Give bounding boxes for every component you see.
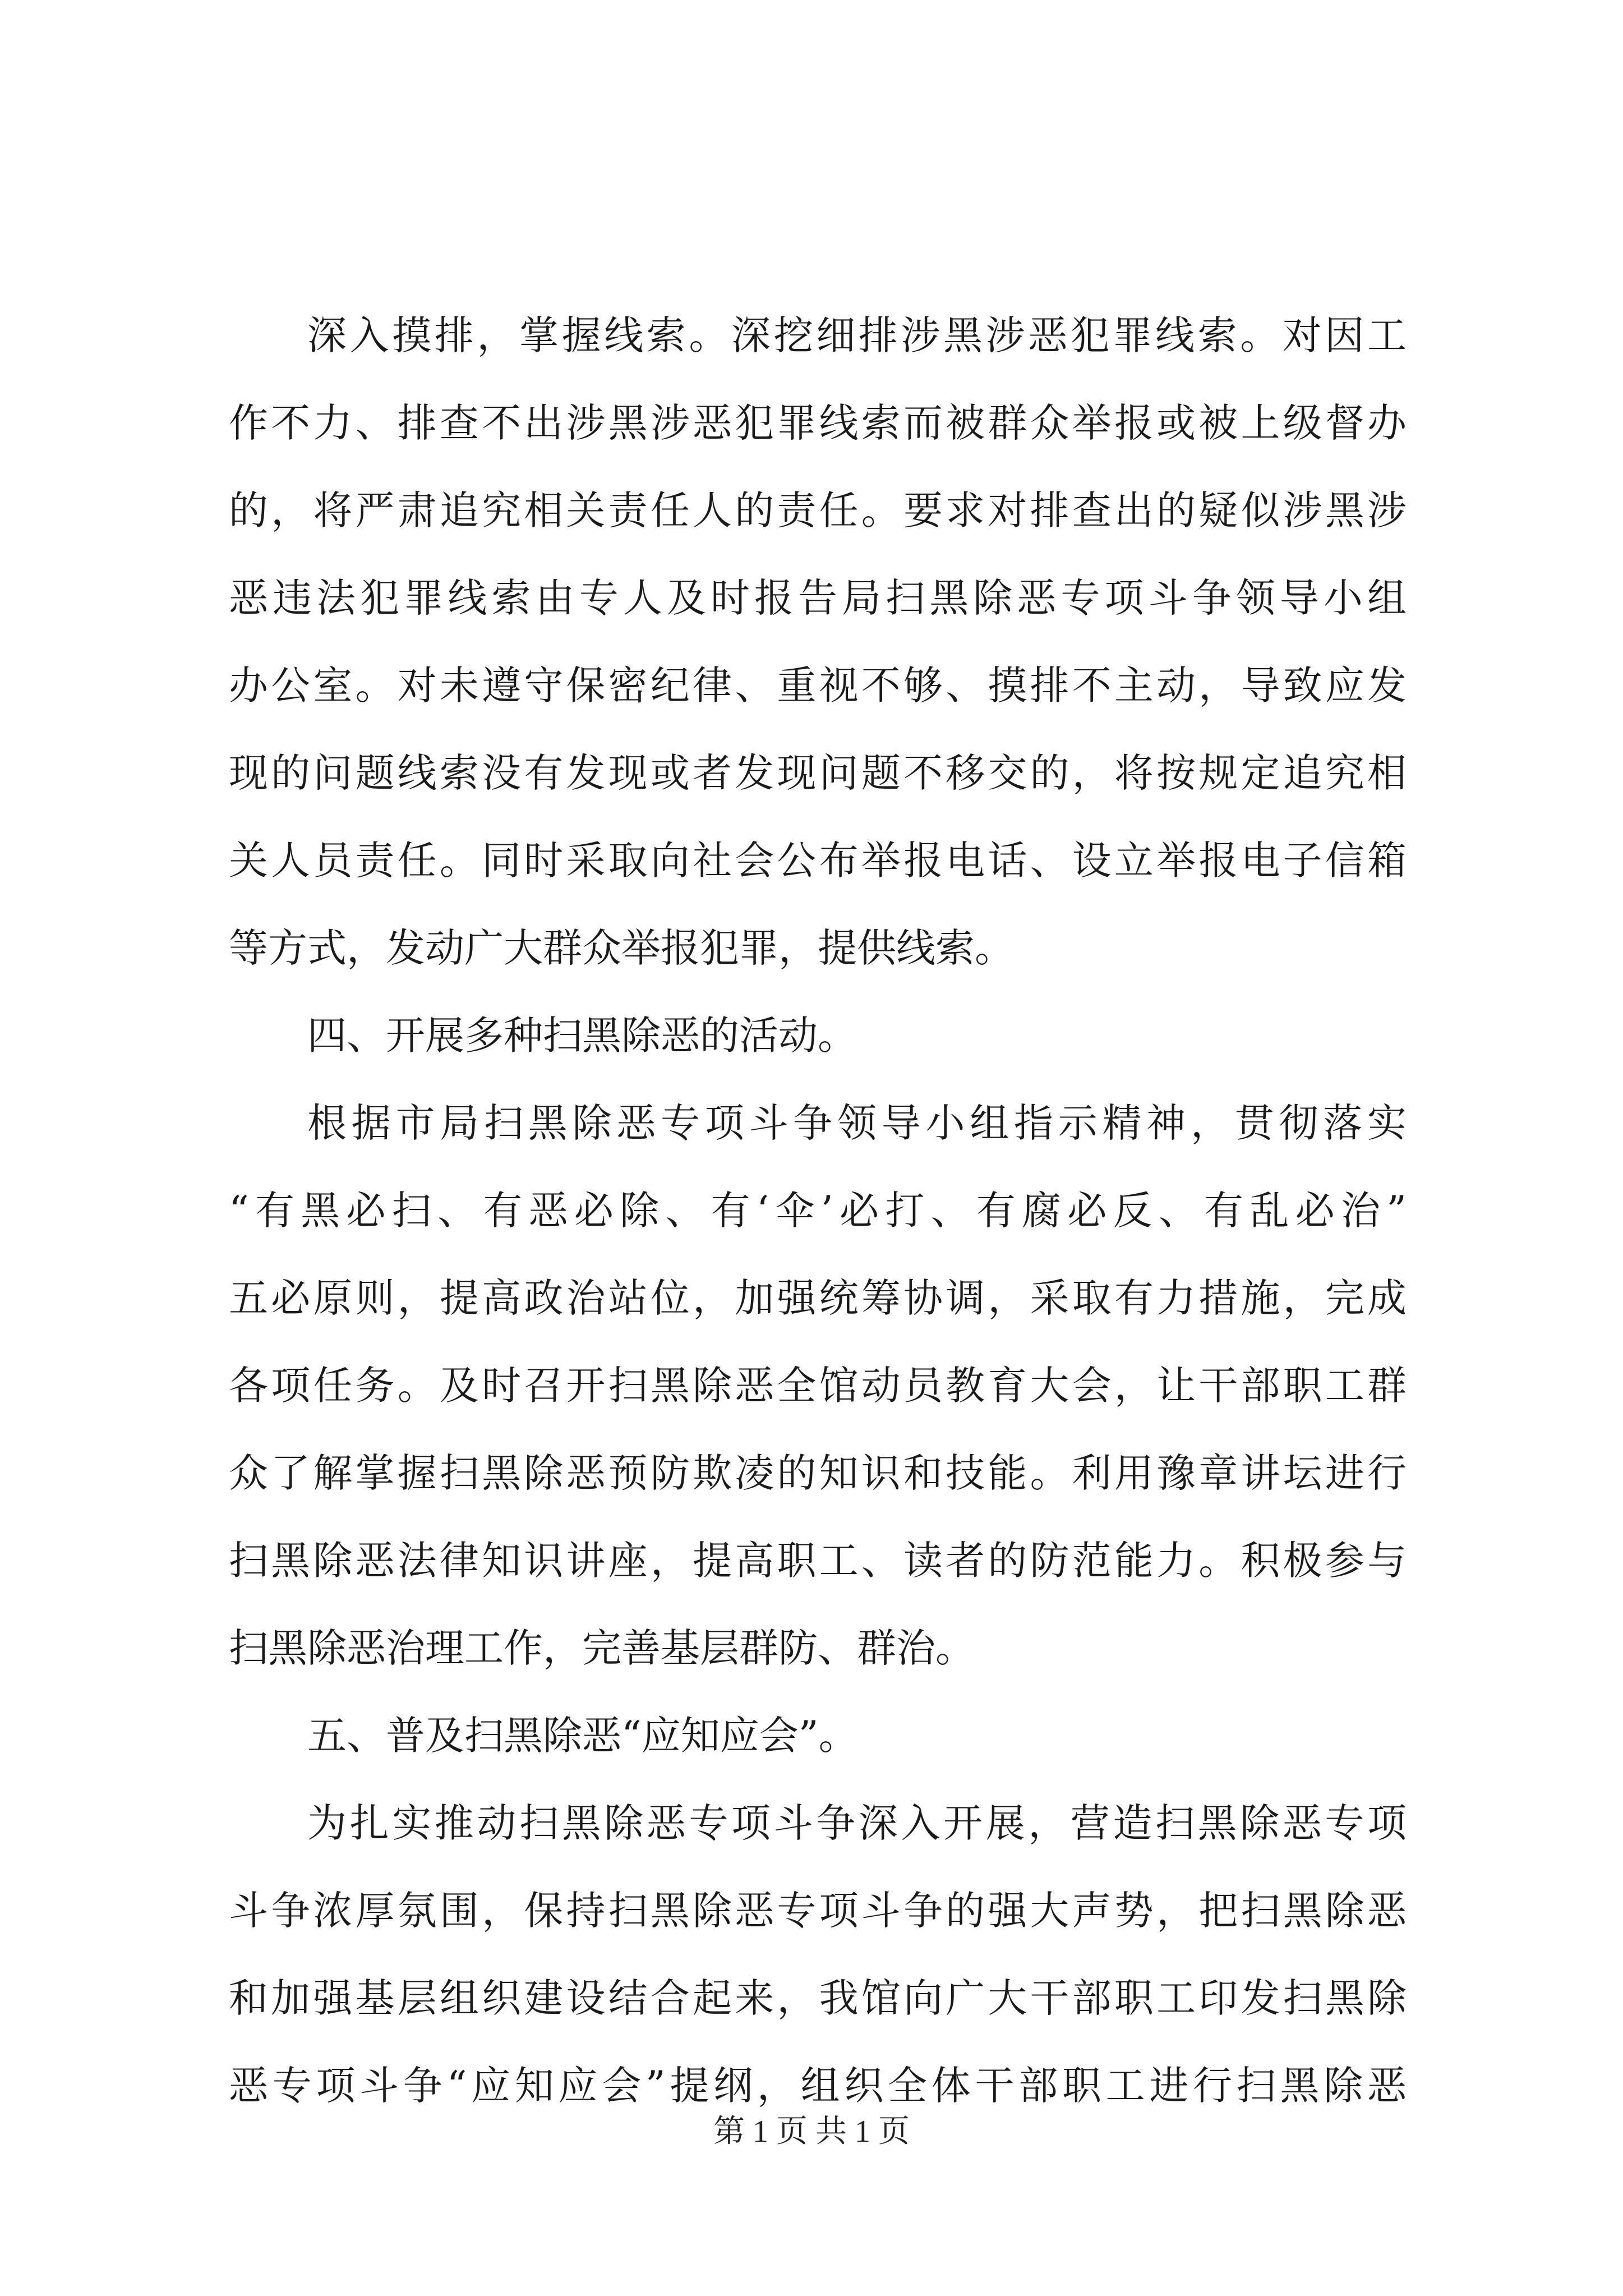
paragraph-line: 扫黑除恶法律知识讲座，提高职工、读者的防范能力。积极参与 bbox=[229, 1538, 1407, 1584]
section-heading: 五、普及扫黑除恶“应知应会”。 bbox=[307, 1713, 858, 1759]
paragraph-line: 关人员责任。同时采取向社会公布举报电话、设立举报电子信箱 bbox=[229, 838, 1407, 884]
paragraph-line: 众了解掌握扫黑除恶预防欺凌的知识和技能。利用豫章讲坛进行 bbox=[229, 1450, 1407, 1496]
paragraph-line: 恶违法犯罪线索由专人及时报告局扫黑除恶专项斗争领导小组 bbox=[229, 575, 1407, 621]
paragraph-line: 等方式，发动广大群众举报犯罪，提供线索。 bbox=[229, 925, 1014, 971]
paragraph-line: 恶专项斗争“应知应会”提纲，组织全体干部职工进行扫黑除恶 bbox=[229, 2063, 1407, 2109]
section-heading: 四、开展多种扫黑除恶的活动。 bbox=[307, 1013, 857, 1059]
paragraph-line: 斗争浓厚氛围，保持扫黑除恶专项斗争的强大声势，把扫黑除恶 bbox=[229, 1888, 1407, 1934]
paragraph-line: 现的问题线索没有发现或者发现问题不移交的，将按规定追究相 bbox=[229, 750, 1407, 796]
document-body bbox=[229, 292, 1407, 2129]
paragraph-line: 的，将严肃追究相关责任人的责任。要求对排查出的疑似涉黑涉 bbox=[229, 487, 1407, 533]
paragraph-line: 扫黑除恶治理工作，完善基层群防、群治。 bbox=[229, 1625, 975, 1671]
page-number-footer: 第 1 页 共 1 页 bbox=[713, 2114, 910, 2149]
paragraph-line: 为扎实推动扫黑除恶专项斗争深入开展，营造扫黑除恶专项 bbox=[307, 1800, 1407, 1846]
paragraph-line: 作不力、排查不出涉黑涉恶犯罪线索而被群众举报或被上级督办 bbox=[229, 400, 1407, 446]
paragraph-line: 办公室。对未遵守保密纪律、重视不够、摸排不主动，导致应发 bbox=[229, 662, 1407, 708]
paragraph-line: 五必原则，提高政治站位，加强统筹协调，采取有力措施，完成 bbox=[229, 1275, 1407, 1321]
paragraph-line: “有黑必扫、有恶必除、有‘伞’必打、有腐必反、有乱必治” bbox=[229, 1188, 1407, 1234]
paragraph-line: 根据市局扫黑除恶专项斗争领导小组指示精神，贯彻落实 bbox=[307, 1100, 1407, 1146]
paragraph-line: 深入摸排，掌握线索。深挖细排涉黑涉恶犯罪线索。对因工 bbox=[307, 312, 1407, 358]
paragraph-line: 和加强基层组织建设结合起来，我馆向广大干部职工印发扫黑除 bbox=[229, 1975, 1407, 2021]
paragraph-line: 各项任务。及时召开扫黑除恶全馆动员教育大会，让干部职工群 bbox=[229, 1363, 1407, 1409]
